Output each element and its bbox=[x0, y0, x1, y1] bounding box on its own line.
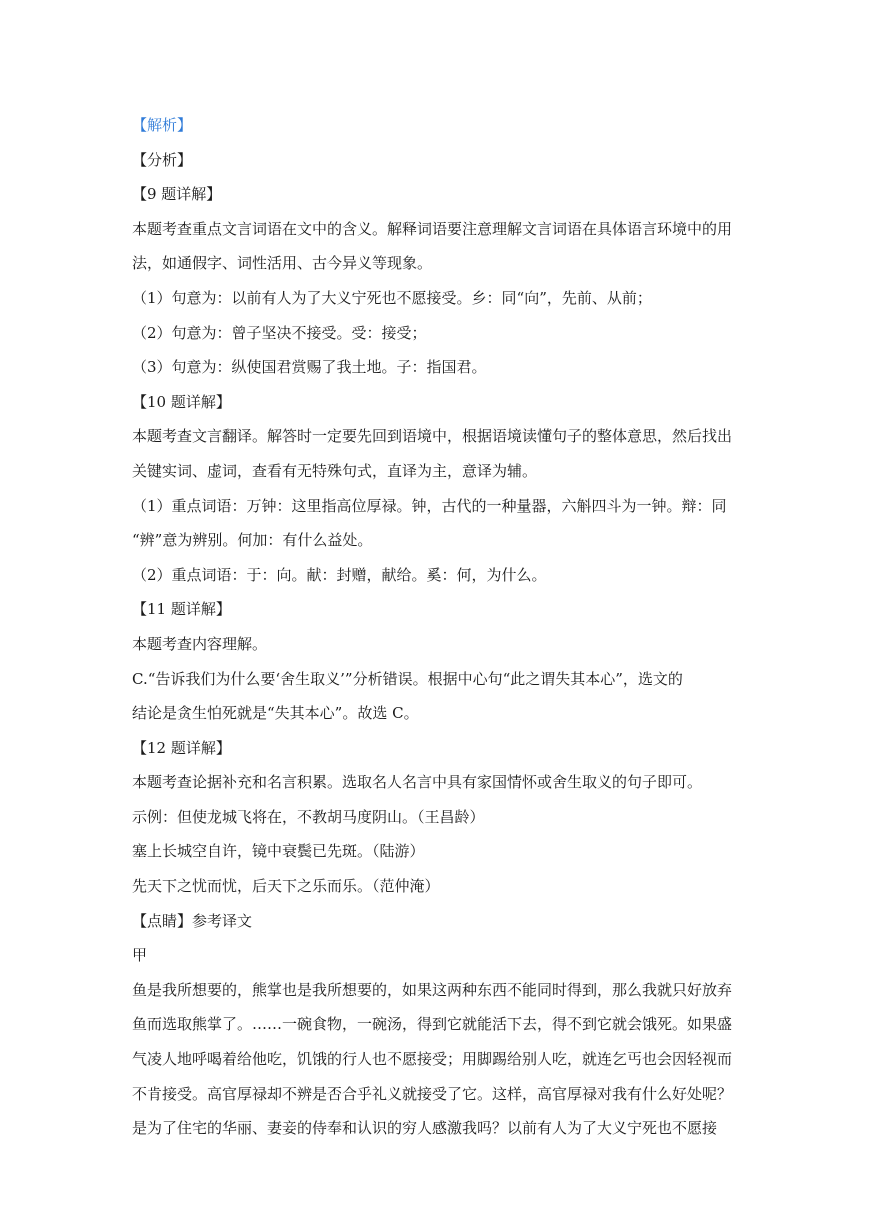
question-heading: 【12 题详解】 bbox=[132, 738, 231, 757]
paragraph-line: 不肯接受。高官厚禄却不辨是否合乎礼义就接受了它。这样，高官厚禄对我有什么好处呢？ bbox=[132, 1084, 733, 1103]
paragraph-line: C.“告诉我们为什么要‘舍生取义’”分析错误。根据中心句“此之谓失其本心”，选文的 bbox=[132, 669, 683, 688]
paragraph-line: 本题考查内容理解。 bbox=[132, 634, 268, 653]
paragraph-line: 先天下之忧而忧，后天下之乐而乐。（范仲淹） bbox=[132, 877, 440, 896]
subheading: 甲 bbox=[132, 946, 148, 965]
paragraph-line: （1）重点词语：万钟：这里指高位厚禄。钟，古代的一种量器，六斛四斗为一钟。辩：同 bbox=[132, 496, 727, 515]
analysis-link[interactable]: 【解析】 bbox=[132, 116, 193, 134]
paragraph-line: 法，如通假字、词性活用、古今异义等现象。 bbox=[132, 254, 433, 273]
paragraph-line: （2）句意为：曾子坚决不接受。受：接受； bbox=[132, 323, 427, 342]
paragraph-line: 本题考查重点文言词语在文中的含义。解释词语要注意理解文言词语在具体语言环境中的用 bbox=[132, 219, 733, 238]
paragraph-line: 鱼而选取熊掌了。……一碗食物，一碗汤，得到它就能活下去，得不到它就会饿死。如果盛 bbox=[132, 1015, 733, 1034]
paragraph-line: 是为了住宅的华丽、妻妾的侍奉和认识的穷人感激我吗？以前有人为了大义宁死也不愿接 bbox=[132, 1119, 718, 1138]
document-page bbox=[132, 108, 742, 1146]
paragraph-line: （1）句意为：以前有人为了大义宁死也不愿接受。乡：同“向”，先前、从前； bbox=[132, 288, 652, 307]
paragraph-line: （2）重点词语：于：向。献：封赠，献给。奚：何，为什么。 bbox=[132, 565, 547, 584]
paragraph-line: （3）句意为：纵使国君赏赐了我土地。子：指国君。 bbox=[132, 358, 487, 377]
paragraph-line: “辨”意为辨别。何加：有什么益处。 bbox=[132, 531, 373, 550]
paragraph-line: 关键实词、虚词，查看有无特殊句式，直译为主，意译为辅。 bbox=[132, 461, 538, 480]
paragraph-line: 塞上长城空自许，镜中衰鬓已先斑。（陆游） bbox=[132, 842, 425, 861]
paragraph-line: 气凌人地呼喝着给他吃，饥饿的行人也不愿接受；用脚踢给别人吃，就连乞丐也会因轻视而 bbox=[132, 1050, 733, 1069]
question-heading: 【10 题详解】 bbox=[132, 392, 231, 411]
paragraph-line: 本题考查论据补充和名言积累。选取名人名言中具有家国情怀或舍生取义的句子即可。 bbox=[132, 773, 703, 792]
paragraph-line: 本题考查文言翻译。解答时一定要先回到语境中，根据语境读懂句子的整体意思，然后找出 bbox=[132, 427, 733, 446]
paragraph-line: 鱼是我所想要的，熊掌也是我所想要的，如果这两种东西不能同时得到，那么我就只好放弃 bbox=[132, 980, 733, 999]
section-heading: 【点睛】参考译文 bbox=[132, 911, 253, 930]
question-heading: 【11 题详解】 bbox=[132, 600, 231, 619]
paragraph-line: 示例：但使龙城飞将在，不教胡马度阴山。（王昌龄） bbox=[132, 807, 485, 826]
section-heading: 【分析】 bbox=[132, 150, 193, 169]
question-heading: 【9 题详解】 bbox=[132, 185, 222, 204]
paragraph-line: 结论是贪生怕死就是“失其本心”。故选 C。 bbox=[132, 704, 419, 723]
